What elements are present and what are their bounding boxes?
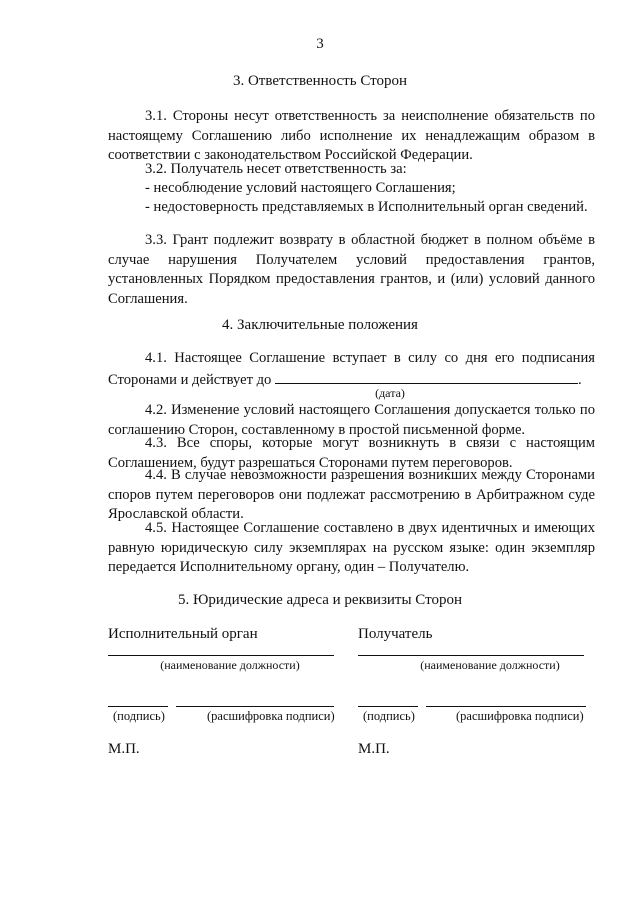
left-position-line: [108, 655, 334, 656]
date-fill-line: [275, 369, 578, 384]
right-position-caption: (наименование должности): [420, 658, 560, 672]
paragraph-4-1-prefix: Сторонами и действует до: [108, 372, 272, 388]
right-signature-caption: (подпись): [363, 709, 415, 723]
date-caption: (дата): [375, 386, 405, 400]
paragraph-3-2-item-2: - недостоверность представляемых в Исполнительный орган сведений.: [145, 199, 588, 215]
section-3-title: 3. Ответственность Сторон: [232, 73, 408, 89]
paragraph-4-5: 4.5. Настоящее Соглашение составлено в двух идентичных и имеющих равную юридическую силу экземплярах на русском языке: один экземпляр передается Исполнительному органу, один – Получателю.: [108, 520, 595, 575]
right-decode-caption: (расшифровка подписи): [456, 709, 584, 723]
right-position-line: [358, 655, 584, 656]
paragraph-3-2: 3.2. Получатель несет ответственность за:: [145, 161, 407, 177]
paragraph-4-1-line-2: [108, 369, 595, 389]
left-decode-caption: (расшифровка подписи): [207, 709, 335, 723]
left-decode-line: [176, 706, 334, 707]
paragraph-4-3: 4.3. Все споры, которые могут возникнуть в связи с настоящим Соглашением, будут разрешаться Сторонами путем переговоров.: [108, 435, 595, 471]
left-position-caption: (наименование должности): [160, 658, 300, 672]
left-party-label: Исполнительный орган: [108, 626, 258, 642]
section-4-title: 4. Заключительные положения: [222, 317, 418, 333]
paragraph-4-2: 4.2. Изменение условий настоящего Соглашения допускается только по соглашению Сторон, составленному в простой письменной форме.: [108, 402, 595, 438]
paragraph-3-3: 3.3. Грант подлежит возврату в областной бюджет в полном объёме в случае нарушения Получателем условий предоставления грантов, установленных Порядком предоставления грантов, и (или) условий данного Соглашения.: [108, 232, 595, 307]
left-signature-caption: (подпись): [113, 709, 165, 723]
paragraph-3-1: 3.1. Стороны несут ответственность за неисполнение обязательств по настоящему Соглашению либо исполнение их ненадлежащим образом в соответствии с законодательством Российской Федерации.: [108, 108, 595, 163]
left-stamp-label: М.П.: [108, 741, 140, 757]
right-decode-line: [426, 706, 586, 707]
page-number: 3: [316, 36, 324, 52]
paragraph-4-4: 4.4. В случае невозможности разрешения возникших между Сторонами споров путем переговоров они подлежат рассмотрению в Арбитражном суде Ярославской области.: [108, 467, 595, 522]
paragraph-3-2-item-1: - несоблюдение условий настоящего Соглашения;: [145, 180, 456, 196]
right-party-label: Получатель: [358, 626, 433, 642]
right-signature-line: [358, 706, 418, 707]
paragraph-4-1-suffix: .: [578, 372, 582, 388]
left-signature-line: [108, 706, 168, 707]
paragraph-4-1-line-1: 4.1. Настоящее Соглашение вступает в силу со дня его подписания: [145, 350, 595, 366]
right-stamp-label: М.П.: [358, 741, 390, 757]
section-5-title: 5. Юридические адреса и реквизиты Сторон: [178, 592, 462, 608]
